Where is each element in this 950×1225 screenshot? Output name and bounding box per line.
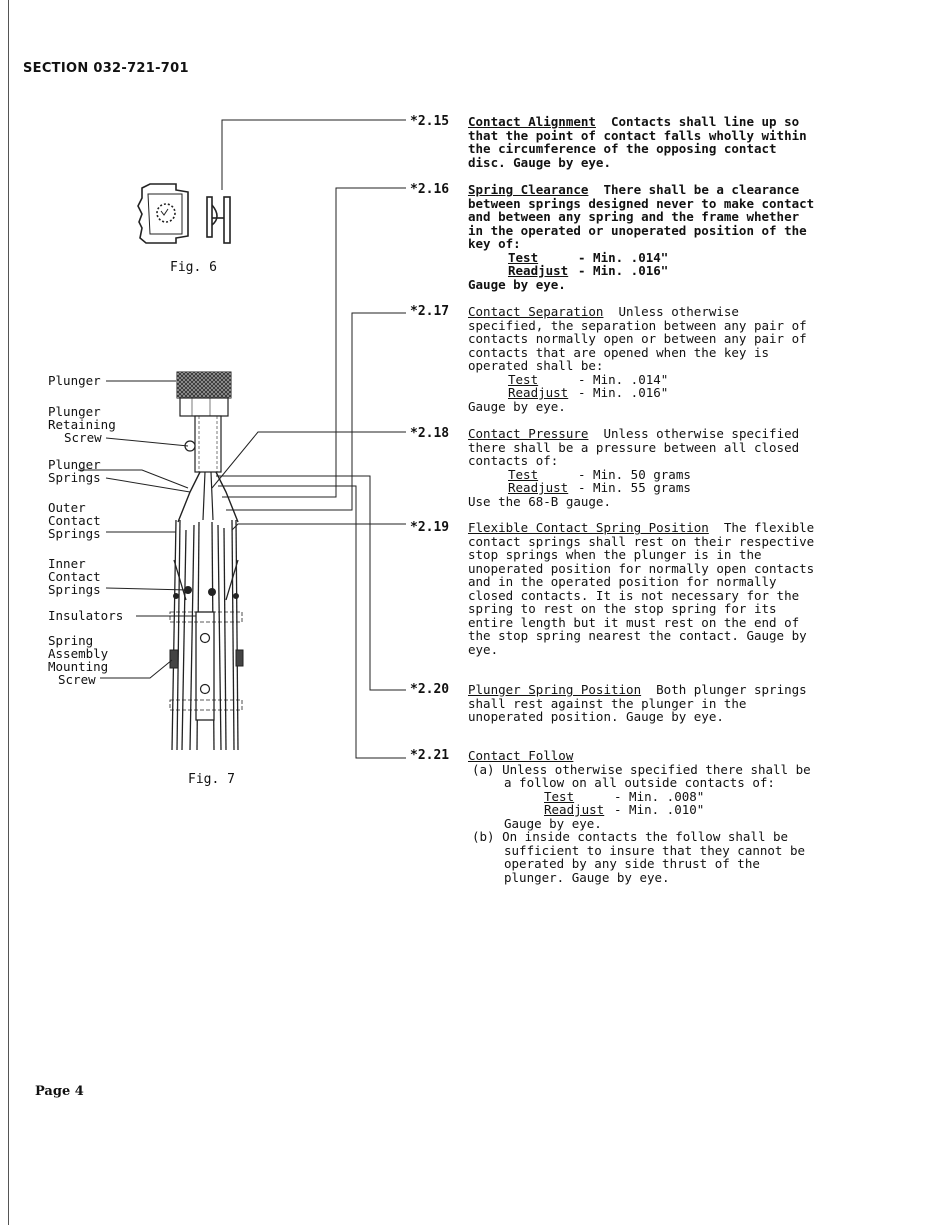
leader-2-20: [216, 476, 406, 690]
leader-2-16: [222, 188, 406, 497]
para-2-16: Spring Clearance There shall be a clearance between springs designed never to make contact and between any spring and the frame whether in the operated or unoperated position of the key of: Test - Min. .014" Readjust - Min. .016" Gauge by eye.: [468, 182, 815, 292]
para-num-2-15: *2.15: [410, 114, 450, 129]
para-body: Contacts shall line up so that the point of contact falls wholly within the circumference of the opposing contact disc. Gauge by eye.: [468, 114, 807, 170]
leader-2-21: [218, 486, 406, 758]
page-number: Page 4: [35, 1084, 84, 1099]
para-body: The flexible contact springs shall rest on their respective stop springs when the plunger is in the unoperated position for normally open contacts and in the operated position for normally closed contacts. It is not necessary for the spring to rest on the stop spring for its entire length but it must rest on the end of the stop spring nearest the contact. Gauge by eye.: [468, 520, 815, 657]
label-plunger: Plunger: [48, 373, 101, 388]
para-body: Unless otherwise specified there shall be a pressure between all closed contacts of:: [468, 426, 800, 468]
para-num-2-19: *2.19: [410, 520, 450, 535]
para-num-2-16: *2.16: [410, 182, 450, 197]
para-title: Flexible Contact Spring Position: [468, 520, 709, 535]
fig7-drawing: [170, 372, 243, 750]
leader-2-18: [212, 432, 406, 488]
section-header: SECTION 032-721-701: [23, 61, 189, 76]
fig6-drawing: [138, 184, 230, 243]
para-2-21: Contact Follow (a) Unless otherwise specified there shall be a follow on all outside contacts of: Test - Min. .008" Readjust - Min. .010" Gauge by eye. (b) On inside contacts the follow shall be sufficient to insure that they cannot be operated by any side thrust of the plunger. Gauge by eye.: [468, 749, 818, 884]
fig6-caption: Fig. 6: [170, 260, 217, 275]
para-title: Contact Separation: [468, 304, 604, 319]
label-mounting-screw: Spring Assembly Mounting Screw: [48, 633, 109, 687]
para-body: Both plunger springs shall rest against the plunger in the unoperated position. Gauge by eye.: [468, 682, 807, 724]
label-outer-contact-springs: Outer Contact Springs: [48, 500, 101, 541]
para-title: Spring Clearance: [468, 182, 589, 197]
para-2-20: [468, 683, 818, 724]
para-2-15: [468, 115, 818, 169]
label-inner-contact-springs: Inner Contact Springs: [48, 556, 101, 597]
para-num-2-18: *2.18: [410, 426, 450, 441]
para-body: Unless otherwise specified, the separation between any pair of contacts normally open or between any pair of contacts that are opened when the key is operated shall be:: [468, 304, 807, 373]
para-num-2-21: *2.21: [410, 748, 450, 763]
para-body: There shall be a clearance between springs designed never to make contact and between any spring and the frame whether in the operated or unoperated position of the key of:: [468, 182, 815, 251]
leader-2-15: [222, 120, 406, 190]
para-2-17: Contact Separation Unless otherwise specified, the separation between any pair of contacts normally open or between any pair of contacts that are opened when the key is operated shall be: Test - Min. .014" Readjust - Min. .016" Gauge by eye.: [468, 304, 807, 414]
label-retaining-screw: Plunger Retaining Screw: [48, 404, 116, 445]
para-title: Contact Pressure: [468, 426, 589, 441]
para-num-2-17: *2.17: [410, 304, 450, 319]
para-2-18: Contact Pressure Unless otherwise specified there shall be a pressure between all closed contacts of: Test - Min. 50 grams Readjust - Min. 55 grams Use the 68-B gauge.: [468, 426, 800, 509]
para-title: Plunger Spring Position: [468, 682, 642, 697]
leader-2-17: [226, 313, 406, 510]
leader-2-19: [232, 524, 406, 530]
para-title: Contact Follow: [468, 748, 574, 763]
label-plunger-springs: Plunger Springs: [48, 457, 101, 485]
para-title: Contact Alignment: [468, 114, 596, 129]
para-2-19: [468, 521, 818, 656]
label-insulators: Insulators: [48, 608, 124, 623]
para-num-2-20: *2.20: [410, 682, 450, 697]
fig7-caption: Fig. 7: [188, 772, 235, 787]
